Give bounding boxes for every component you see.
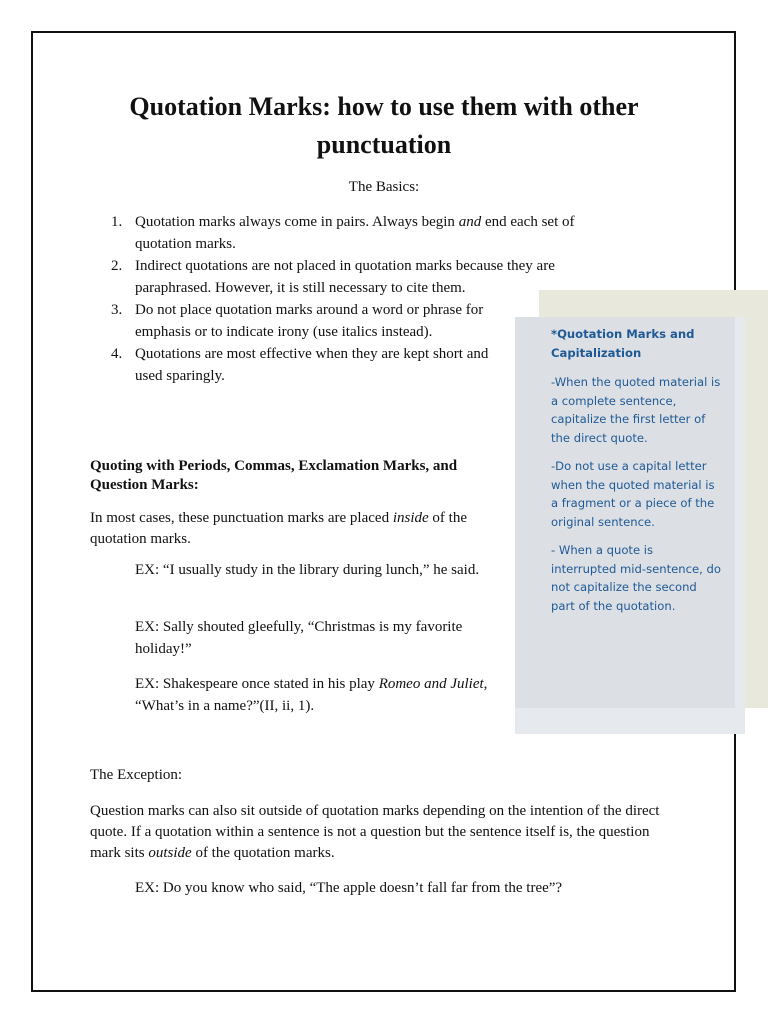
example-text: EX: Shakespeare once stated in his play	[135, 676, 379, 692]
paragraph-text: of the quotation marks.	[90, 510, 467, 547]
list-number: 4.	[111, 346, 123, 362]
list-number: 2.	[111, 258, 123, 274]
paragraph-text: In most cases, these punctuation marks are placed	[90, 510, 393, 526]
paragraph-text: Question marks can also sit outside of quotation marks depending on the intention of the direct quote. If a quotation within a sentence is not a question but the sentence itself is, the question mark sits	[90, 803, 660, 861]
page-title: Quotation Marks: how to use them with other punctuation	[129, 92, 639, 159]
exception-paragraph	[90, 801, 680, 864]
list-text: Do not place quotation marks around a word or phrase for emphasis or to indicate irony (use italics instead).	[135, 302, 484, 340]
list-text: end each set of quotation marks.	[135, 214, 575, 252]
example-text: , “What’s in a name?”(II, ii, 1).	[135, 676, 488, 714]
exception-heading: The Exception:	[90, 767, 183, 783]
paragraph-text: of the quotation marks.	[191, 845, 335, 861]
list-number: 1.	[111, 214, 123, 230]
capitalization-sidebar	[515, 317, 745, 734]
exception-example: EX: Do you know who said, “The apple doesn’t fall far from the tree”?	[135, 880, 563, 896]
intro-paragraph	[90, 508, 500, 550]
subtitle: The Basics:	[348, 179, 420, 195]
list-number: 3.	[111, 302, 123, 318]
example-3	[135, 673, 505, 717]
list-text: Quotations are most effective when they are kept short and used sparingly.	[135, 346, 489, 384]
example-1	[135, 559, 505, 581]
list-text: Indirect quotations are not placed in quotation marks because they are paraphrased. However, it is still necessary to cite them.	[135, 258, 555, 296]
list-text-emphasis: and	[458, 214, 482, 230]
sidebar-item: - When a quote is interrupted mid-sentence, do not capitalize the second part of the quotation.	[551, 543, 721, 613]
section-heading: Quoting with Periods, Commas, Exclamation Marks, and Question Marks:	[90, 458, 458, 493]
list-item	[111, 299, 515, 343]
example-text: EX: “I usually study in the library during lunch,” he said.	[135, 562, 480, 578]
list-text: Quotation marks always come in pairs. Always begin	[135, 214, 459, 230]
list-item	[111, 255, 606, 299]
list-item	[111, 211, 606, 255]
example-emphasis: Romeo and Juliet	[378, 676, 484, 692]
paragraph-emphasis: outside	[148, 845, 192, 861]
example-2	[135, 616, 505, 660]
paragraph-emphasis: inside	[392, 510, 429, 526]
sidebar-item: -When the quoted material is a complete sentence, capitalize the first letter of the direct quote.	[551, 375, 721, 445]
sidebar-item: -Do not use a capital letter when the quoted material is a fragment or a piece of the original sentence.	[551, 459, 715, 529]
example-text: EX: Sally shouted gleefully, “Christmas is my favorite holiday!”	[135, 619, 463, 657]
list-item	[111, 343, 515, 387]
sidebar-title: *Quotation Marks and Capitalization	[551, 327, 695, 360]
